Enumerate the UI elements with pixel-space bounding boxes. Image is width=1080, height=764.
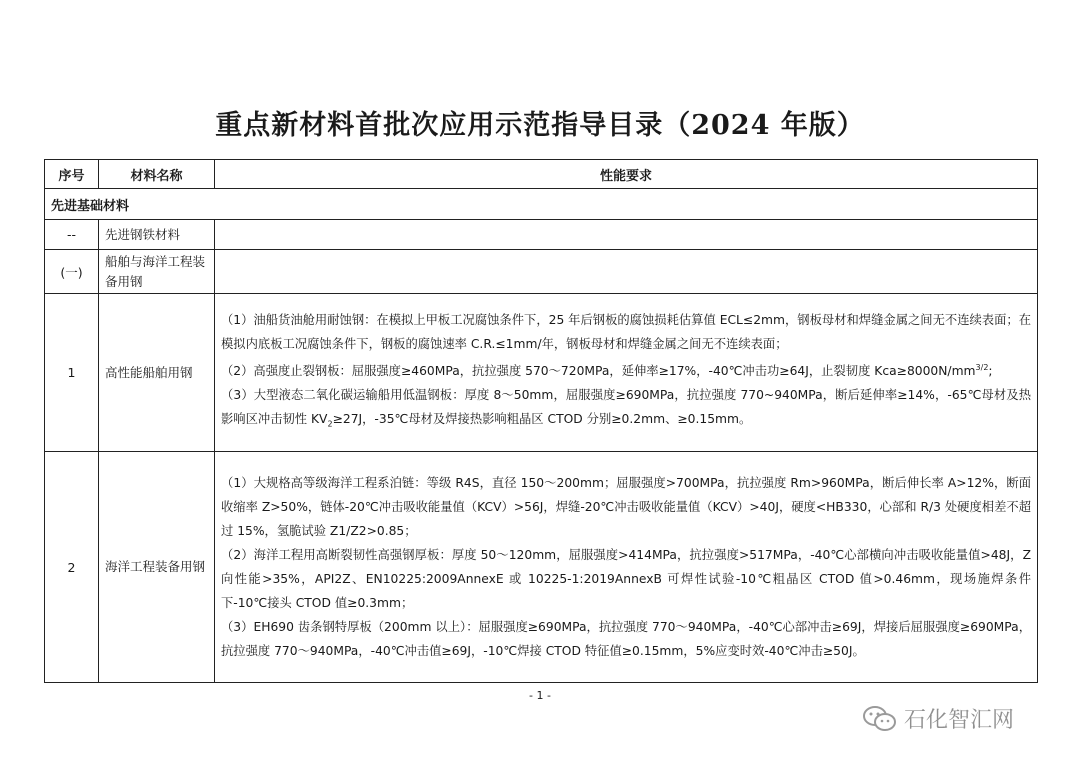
header-no: 序号 [45,160,99,189]
wechat-icon [862,705,898,733]
subcategory-no: (一) [45,250,99,294]
requirement-item: （1）油船货油舱用耐蚀钢：在模拟上甲板工况腐蚀条件下，25 年后钢板的腐蚀损耗估算值 ECL≤2mm，钢板母材和焊缝金属之间无不连续表面；在模拟内底板工况腐蚀条件下，钢板的腐蚀速率 C.R.≤1mm/年，钢板母材和焊缝金属之间无不连续表面； [221,313,1031,352]
row-requirements [215,294,1038,452]
row-no: 2 [45,452,99,683]
subcategory-row [45,250,1038,294]
requirement-item: （2）海洋工程用高断裂韧性高强钢厚板：厚度 50～120mm，屈服强度>414MPa，抗拉强度>517MPa，-40℃心部横向冲击吸收能量值>48J，Z 向性能>35%，API2Z、EN10225:2009AnnexE 或 10225-1:2019AnnexB 可焊性试验-10℃粗晶区 CTOD 值>0.46mm，现场施焊条件下-10℃接头 CTOD 值≥0.3mm； [221,548,1031,610]
section-title: 先进基础材料 [45,189,1038,220]
row-material-name: 海洋工程装备用钢 [99,452,215,683]
requirement-item: （3）大型液态二氧化碳运输船用低温钢板：厚度 8～50mm，屈服强度≥690MPa，抗拉强度 770~940MPa，断后延伸率≥14%，-65℃母材及热影响区冲击韧性 $KV_2\ge 27J$，-35℃母材及焊接热影响粗晶区 CTOD 分别≥0.2mm、≥0.15mm。 [221,388,1031,429]
subscript: 2 [327,419,333,429]
subcategory-req [215,250,1038,294]
section-row [45,189,1038,220]
table-row [45,294,1038,452]
subcategory-no: -- [45,220,99,250]
header-material-name: 材料名称 [99,160,215,189]
materials-table [44,159,1038,683]
row-requirements [215,452,1038,683]
subcategory-row [45,220,1038,250]
requirement-item: （2）高强度止裂钢板：屈服强度≥460MPa，抗拉强度 570～720MPa，延伸率≥17%，-40℃冲击功≥64J，止裂韧度 $Kca\ge 8000N/mm^{3/2}$; [221,363,993,379]
document-title: 重点新材料首批次应用示范指导目录（2024 年版） [215,110,865,141]
exponent: 3/2 [975,363,989,373]
header-performance: 性能要求 [215,160,1038,189]
requirement-item: （1）大规格高等级海洋工程系泊链：等级 R4S，直径 150～200mm；屈服强度>700MPa，抗拉强度 Rm>960MPa，断后伸长率 A>12%，断面收缩率 Z>50%，链体-20℃冲击吸收能量值（KCV）>56J，焊缝-20℃冲击吸收能量值（KCV）>40J，硬度<HB330，心部和 R/3 处硬度相差不超过 15%，氢脆试验 Z1/Z2>0.85； [221,476,1031,538]
subcategory-name: 船舶与海洋工程装备用钢 [99,250,215,294]
subcategory-req [215,220,1038,250]
page-number: - 1 - [529,689,551,702]
watermark-text: 石化智汇网 [904,708,1015,733]
table-row [45,452,1038,683]
requirement-item: （3）EH690 齿条钢特厚板（200mm 以上）：屈服强度≥690MPa，抗拉强度 770～940MPa，-40℃心部冲击≥69J，焊接后屈服强度≥690MPa，抗拉强度 770～940MPa，-40℃冲击值≥69J，-10℃焊接 CTOD 特征值≥0.15mm，5%应变时效-40℃冲击≥50J。 [221,620,1031,658]
row-no: 1 [45,294,99,452]
subcategory-name: 先进钢铁材料 [99,220,215,250]
row-material-name: 高性能船舶用钢 [99,294,215,452]
watermark [862,703,1014,734]
table-header-row [45,160,1038,189]
